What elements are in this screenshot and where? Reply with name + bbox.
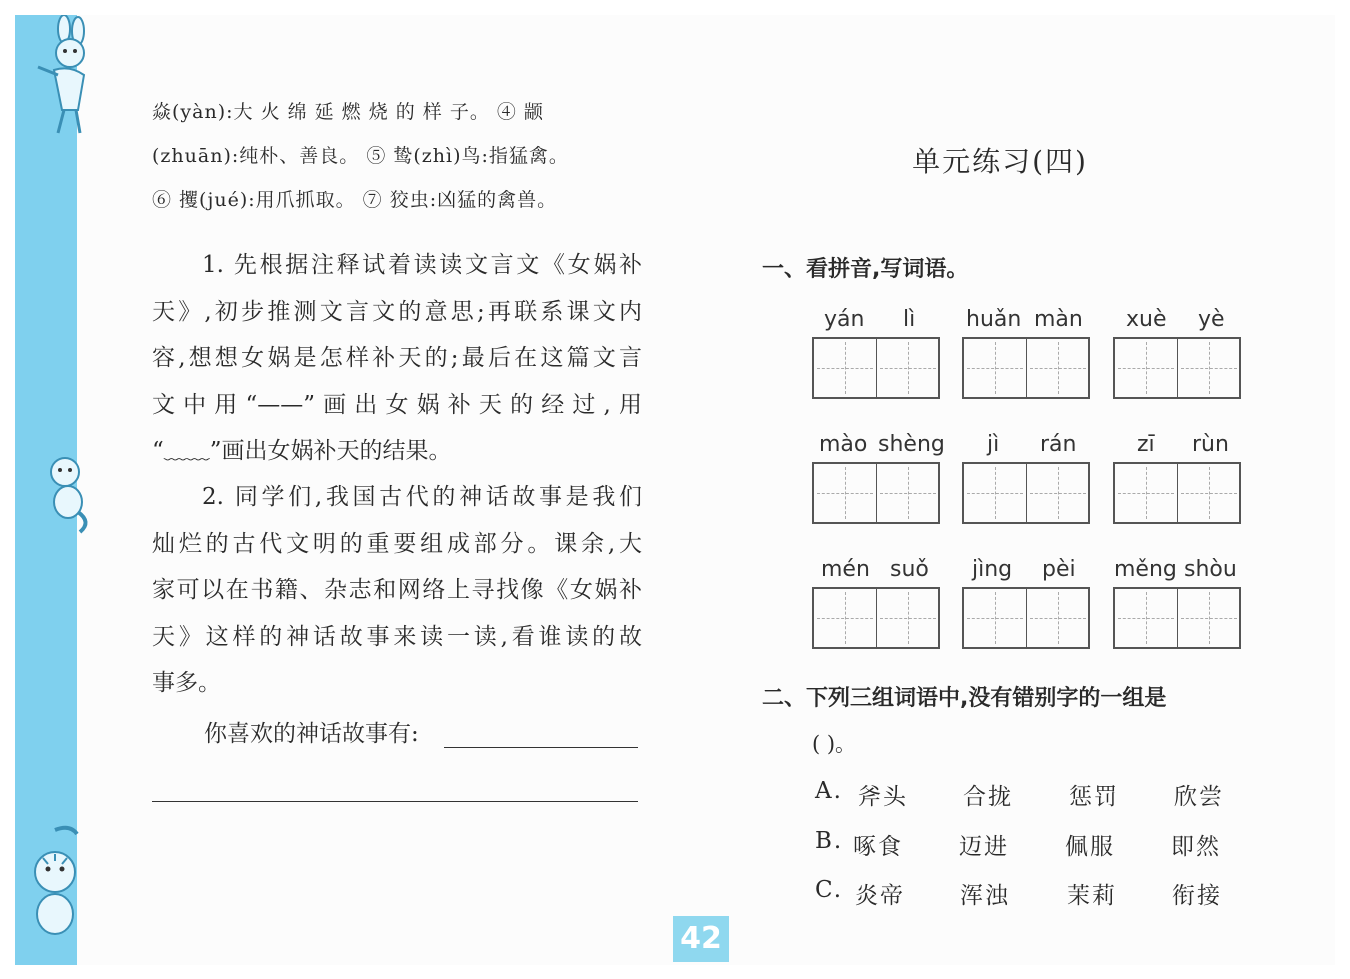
task-line: 事多。 xyxy=(152,670,221,696)
task-line: 2. 同学们,我国古代的神话故事是我们 xyxy=(202,484,642,510)
writing-grid[interactable] xyxy=(812,587,940,649)
option-label: B. xyxy=(815,828,844,854)
task-line: 天》,初步推测文言文的意思;再联系课文内 xyxy=(152,298,642,325)
task-line: 灿烂的古代文明的重要组成部分。课余,大 xyxy=(152,530,642,557)
option-label: A. xyxy=(815,778,843,804)
unit-title: 单元练习(四) xyxy=(912,145,1088,178)
annotation-notes xyxy=(152,90,642,222)
option-word: 欣尝 xyxy=(1174,784,1224,810)
pinyin: rán xyxy=(1040,432,1077,457)
answer-blank-line[interactable] xyxy=(444,747,638,748)
task-2 xyxy=(152,474,642,707)
option-word: 佩服 xyxy=(1065,834,1115,860)
option-word: 合拢 xyxy=(963,784,1013,810)
pinyin: màn xyxy=(1034,307,1083,332)
question-2-heading: 二、下列三组词语中,没有错别字的一组是 xyxy=(762,686,1167,711)
pinyin: jìng xyxy=(972,557,1013,582)
option-word: 茉莉 xyxy=(1067,883,1117,909)
writing-grid[interactable] xyxy=(1113,337,1241,399)
note-line: 焱(yàn):大 火 绵 延 燃 烧 的 样 子。 ④ 颛 xyxy=(152,101,544,123)
pinyin: pèi xyxy=(1042,557,1076,582)
task-line: 家可以在书籍、杂志和网络上寻找像《女娲补 xyxy=(152,577,642,603)
task-line: 容,想想女娲是怎样补天的;最后在这篇文言 xyxy=(152,345,642,371)
writing-grid[interactable] xyxy=(962,462,1090,524)
option-word: 啄食 xyxy=(853,834,903,860)
option-word: 浑浊 xyxy=(960,883,1010,909)
pinyin: huǎn xyxy=(966,307,1022,332)
writing-grid[interactable] xyxy=(962,587,1090,649)
question-1-heading: 一、看拼音,写词语。 xyxy=(762,257,969,282)
tiger-icon xyxy=(25,822,87,937)
pinyin: shèng xyxy=(878,432,945,457)
option-word: 斧头 xyxy=(858,784,908,810)
pinyin: yè xyxy=(1198,307,1225,332)
writing-grid[interactable] xyxy=(1113,587,1241,649)
note-line: ⑥ 攫(jué):用爪抓取。 ⑦ 狡虫:凶猛的禽兽。 xyxy=(152,189,558,211)
task-line: 天》这样的神话故事来读一读,看谁读的故 xyxy=(152,623,642,650)
option-word: 即然 xyxy=(1171,834,1221,860)
option-word: 炎帝 xyxy=(855,883,905,909)
option-word: 迈进 xyxy=(959,834,1009,860)
answer-blank-line-2[interactable] xyxy=(152,801,638,802)
page-number: 42 xyxy=(673,916,729,962)
pinyin: rùn xyxy=(1192,432,1229,457)
raccoon-icon xyxy=(40,452,95,537)
option-label: C. xyxy=(815,877,844,903)
pinyin: mén xyxy=(821,557,870,582)
pinyin: jì xyxy=(987,432,1000,457)
option-word: 衔接 xyxy=(1172,883,1222,909)
writing-grid[interactable] xyxy=(812,337,940,399)
writing-grid[interactable] xyxy=(1113,462,1241,524)
writing-grid[interactable] xyxy=(812,462,940,524)
pinyin: zī xyxy=(1137,432,1155,457)
task-1 xyxy=(152,242,642,475)
pinyin: suǒ xyxy=(890,557,929,582)
option-word: 惩罚 xyxy=(1069,784,1119,810)
pinyin: shòu xyxy=(1184,557,1237,582)
pinyin: mào xyxy=(819,432,868,457)
task-line: 文中用“——”画出女娲补天的经过,用 xyxy=(152,391,642,418)
task-line: “﹏﹏”画出女娲补天的结果。 xyxy=(152,438,452,464)
rabbit-icon xyxy=(18,15,100,135)
writing-grid[interactable] xyxy=(962,337,1090,399)
pinyin: měng xyxy=(1114,557,1177,582)
pinyin: yán xyxy=(824,307,865,332)
pinyin: lì xyxy=(903,307,916,332)
note-line: (zhuān):纯朴、善良。 ⑤ 鸷(zhì)鸟:指猛禽。 xyxy=(152,145,569,167)
answer-label: 你喜欢的神话故事有: xyxy=(204,721,419,747)
task-line: 1. 先根据注释试着读读文言文《女娲补 xyxy=(202,252,642,278)
pinyin: xuè xyxy=(1126,307,1167,332)
answer-paren[interactable]: ( )。 xyxy=(812,732,857,756)
